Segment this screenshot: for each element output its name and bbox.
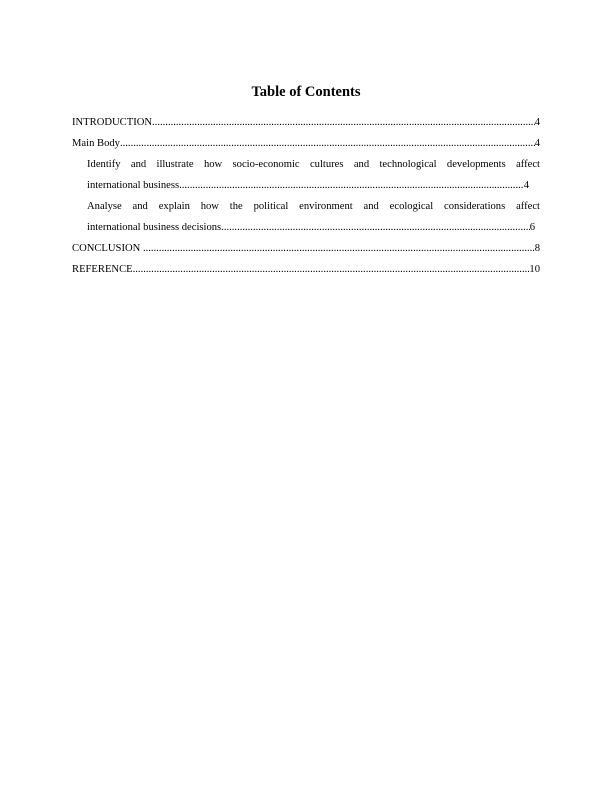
toc-entry-main-body[interactable] <box>72 133 540 154</box>
toc-entry-text-line1: Identify and illustrate how socio-economic cultures and technological developments affect <box>87 159 540 170</box>
toc-page-number: 4 <box>534 117 540 128</box>
toc-page-number: 8 <box>534 243 540 254</box>
dot-leader <box>221 217 530 238</box>
toc-title: Table of Contents <box>251 84 361 100</box>
toc-entry-text: REFERENCE <box>72 264 133 275</box>
toc-entry-text: CONCLUSION <box>72 243 143 254</box>
toc-entry-socio-economic[interactable] <box>72 154 540 196</box>
toc-entry-text: INTRODUCTION <box>72 117 153 128</box>
dot-leader <box>179 175 524 196</box>
toc-entry-political-environment[interactable] <box>72 196 540 238</box>
toc-page-number: 10 <box>529 264 540 275</box>
toc-entry-text-line2: international business decisions <box>87 222 222 233</box>
toc-entry-conclusion[interactable] <box>72 238 540 259</box>
table-of-contents <box>72 112 540 280</box>
toc-page-number: 4 <box>534 138 540 149</box>
toc-page-number: 6 <box>529 222 535 233</box>
dot-leader <box>152 112 535 133</box>
toc-entry-text-line2: international business <box>87 180 180 191</box>
dot-leader <box>143 238 535 259</box>
toc-entry-text-line1: Analyse and explain how the political environment and ecological considerations affect <box>87 201 540 212</box>
toc-entry-introduction[interactable] <box>72 112 540 133</box>
toc-page-number: 4 <box>523 180 529 191</box>
dot-leader <box>133 259 530 280</box>
toc-entry-text: Main Body <box>72 138 120 149</box>
toc-entry-reference[interactable] <box>72 259 540 280</box>
dot-leader <box>120 133 535 154</box>
